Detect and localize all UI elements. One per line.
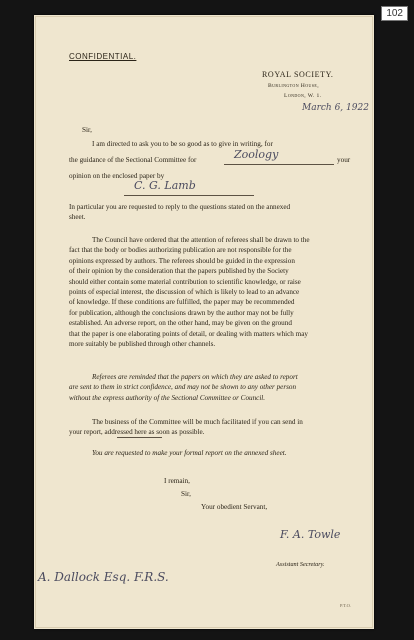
request-line-1: I am directed to ask you to be so good as to give in writing, for [92, 140, 273, 148]
address-line-1: Burlington House, [268, 83, 320, 89]
confidentiality-paragraph [69, 372, 339, 403]
confidential-heading: CONFIDENTIAL. [69, 52, 137, 61]
council-line: points of especial interest, the discussion of which is likely to lead to an advance [69, 288, 300, 297]
council-line: of knowledge. If these conditions are fulfilled, the paper may be recommended [69, 298, 295, 307]
council-line: The Council have ordered that the attention of referees shall be drawn to the [92, 236, 310, 244]
council-line: more suitably be published through other channels. [69, 340, 216, 349]
confidentiality-line: are sent to them in strict confidence, and may not be shown to any other person [69, 383, 297, 392]
request-line-3: opinion on the enclosed paper by [69, 172, 165, 180]
council-line: opinions expressed by authors. The referees should be guided in the expression [69, 256, 295, 265]
address-line-2: London, W. 1. [284, 93, 322, 99]
formal-report-note: You are requested to make your formal report on the annexed sheet. [92, 449, 287, 457]
handwritten-committee: Zoology [234, 148, 279, 161]
council-line: of their opinion by the consideration that the papers published by the Society [69, 267, 289, 276]
handwritten-author: C. G. Lamb [134, 179, 196, 192]
closing-remain: I remain, [164, 477, 190, 485]
signatory-title: Assistant Secretary. [276, 561, 325, 568]
confidentiality-line: Referees are reminded that the papers on which they are asked to report [92, 373, 298, 381]
council-line: established. An adverse report, on the other hand, may be given on the ground [69, 319, 292, 328]
letter-page [34, 15, 374, 629]
org-name: ROYAL SOCIETY. [262, 70, 334, 79]
addressed-here-underline [117, 437, 162, 438]
page-number-tag: 102 [381, 6, 408, 21]
council-line: should either contain some material contribution to scientific knowledge, or raise [69, 277, 301, 286]
instruction-line: In particular you are requested to reply to the questions stated on the annexed [69, 203, 291, 211]
author-blank [124, 195, 254, 196]
council-line: that the paper is one elaborating points of detail, or dealing with matters which may [69, 329, 308, 338]
pto-mark: P.T.O. [340, 603, 352, 608]
closing-servant: Your obedient Servant, [201, 503, 268, 511]
committee-blank [224, 164, 334, 165]
council-line: for publication, although the conclusions drawn by the author may not be fully [69, 308, 294, 317]
business-line: The business of the Committee will be much facilitated if you can send in [92, 418, 303, 426]
closing-sir: Sir, [181, 490, 191, 498]
business-paragraph [69, 417, 339, 438]
handwritten-signature: F. A. Towle [280, 528, 341, 541]
council-line: fact that the body or bodies authorizing publication are not responsible for the [69, 246, 292, 255]
request-line-2-end: your [337, 156, 351, 164]
handwritten-addressee: A. Dallock Esq. F.R.S. [38, 570, 169, 584]
instruction-paragraph [69, 202, 339, 223]
business-line: your report, addressed here as soon as possible. [69, 428, 205, 437]
request-line-2: the guidance of the Sectional Committee for [69, 156, 197, 164]
instruction-line: sheet. [69, 213, 86, 222]
handwritten-date: March 6, 1922 [302, 103, 369, 113]
salutation: Sir, [82, 126, 92, 134]
council-paragraph [69, 235, 339, 349]
confidentiality-line: without the express authority of the Sectional Committee or Council. [69, 393, 266, 402]
